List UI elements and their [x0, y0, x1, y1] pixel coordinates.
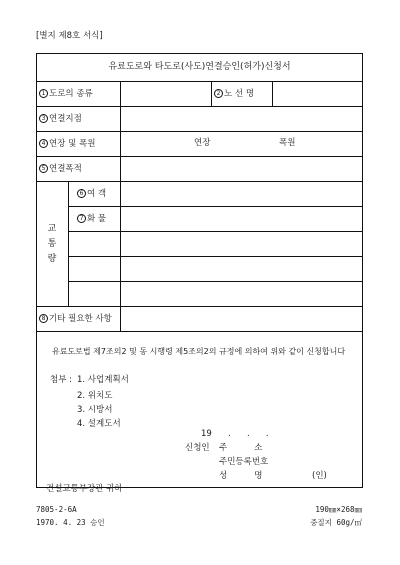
traffic-extra-field[interactable]	[69, 257, 362, 281]
seal-mark: (인)	[312, 471, 327, 481]
passenger-label: 6 여 객	[77, 189, 106, 199]
form-title: 유료도로와 타도로(사도)연결승인(허가)신청서	[108, 62, 291, 72]
traffic-extra-field[interactable]	[69, 232, 362, 256]
column-divider	[211, 81, 212, 106]
circled-number: 8	[39, 314, 48, 323]
passenger-field[interactable]	[121, 182, 362, 206]
road-type-label: 1 도로의 종류	[39, 89, 93, 99]
applicant-label: 신청인	[185, 443, 210, 453]
cargo-label: 7 화 물	[77, 214, 106, 224]
road-type-field[interactable]	[121, 82, 211, 106]
attachments-label: 첨부 :	[50, 375, 72, 385]
approval-date: 1970. 4. 23 승인	[36, 518, 105, 527]
traffic-extra-field[interactable]	[69, 282, 362, 306]
attachment-item: 4. 설계도서	[77, 419, 121, 429]
route-name-field[interactable]	[273, 82, 362, 106]
circled-number: 7	[77, 214, 86, 223]
applicant-address-label: 주 소	[219, 443, 263, 453]
extension-sublabel: 연장	[194, 138, 211, 148]
form-number-label: [별지 제8호 서식]	[36, 31, 103, 41]
route-name-label: 2 노 선 명	[214, 89, 254, 99]
traffic-volume-label: 교 통 량	[47, 224, 57, 264]
paper-size: 190㎜×268㎜	[315, 505, 362, 514]
applicant-resident-no-label: 주민등록번호	[219, 457, 269, 467]
paper-quality: 중질지 60g/㎡	[310, 518, 362, 527]
addressee: 건설교통부장관 귀하	[46, 484, 123, 494]
form-code: 7805-2-6A	[36, 505, 77, 514]
extension-width-field[interactable]	[121, 132, 362, 156]
circled-number: 5	[39, 164, 48, 173]
circled-number: 2	[214, 89, 223, 98]
connection-width-label: 5 연결폭적	[39, 164, 82, 174]
circled-number: 3	[39, 114, 48, 123]
applicant-name-label: 성 명	[219, 471, 263, 481]
attachment-item: 1. 사업계획서	[77, 375, 129, 385]
circled-number: 1	[39, 89, 48, 98]
connection-width-field[interactable]	[121, 157, 362, 181]
circled-number: 6	[77, 189, 86, 198]
connection-point-field[interactable]	[121, 107, 362, 131]
application-statement: 유료도로법 제7조의2 및 동 시행령 제5조의2의 규정에 의하여 위와 같이 신청합니다	[52, 347, 346, 356]
cargo-field[interactable]	[121, 207, 362, 231]
date-line: 19 . . .	[201, 429, 269, 439]
row-divider	[36, 331, 363, 332]
width-sublabel: 폭원	[279, 138, 296, 148]
other-matters-label: 8 기타 필요한 사항	[39, 314, 112, 324]
attachment-item: 2. 위치도	[77, 391, 113, 401]
other-matters-field[interactable]	[121, 307, 362, 331]
circled-number: 4	[39, 139, 48, 148]
connection-point-label: 3 연결지점	[39, 114, 82, 124]
extension-width-label: 4 연장 및 폭원	[39, 139, 95, 149]
attachment-item: 3. 시방서	[77, 405, 113, 415]
